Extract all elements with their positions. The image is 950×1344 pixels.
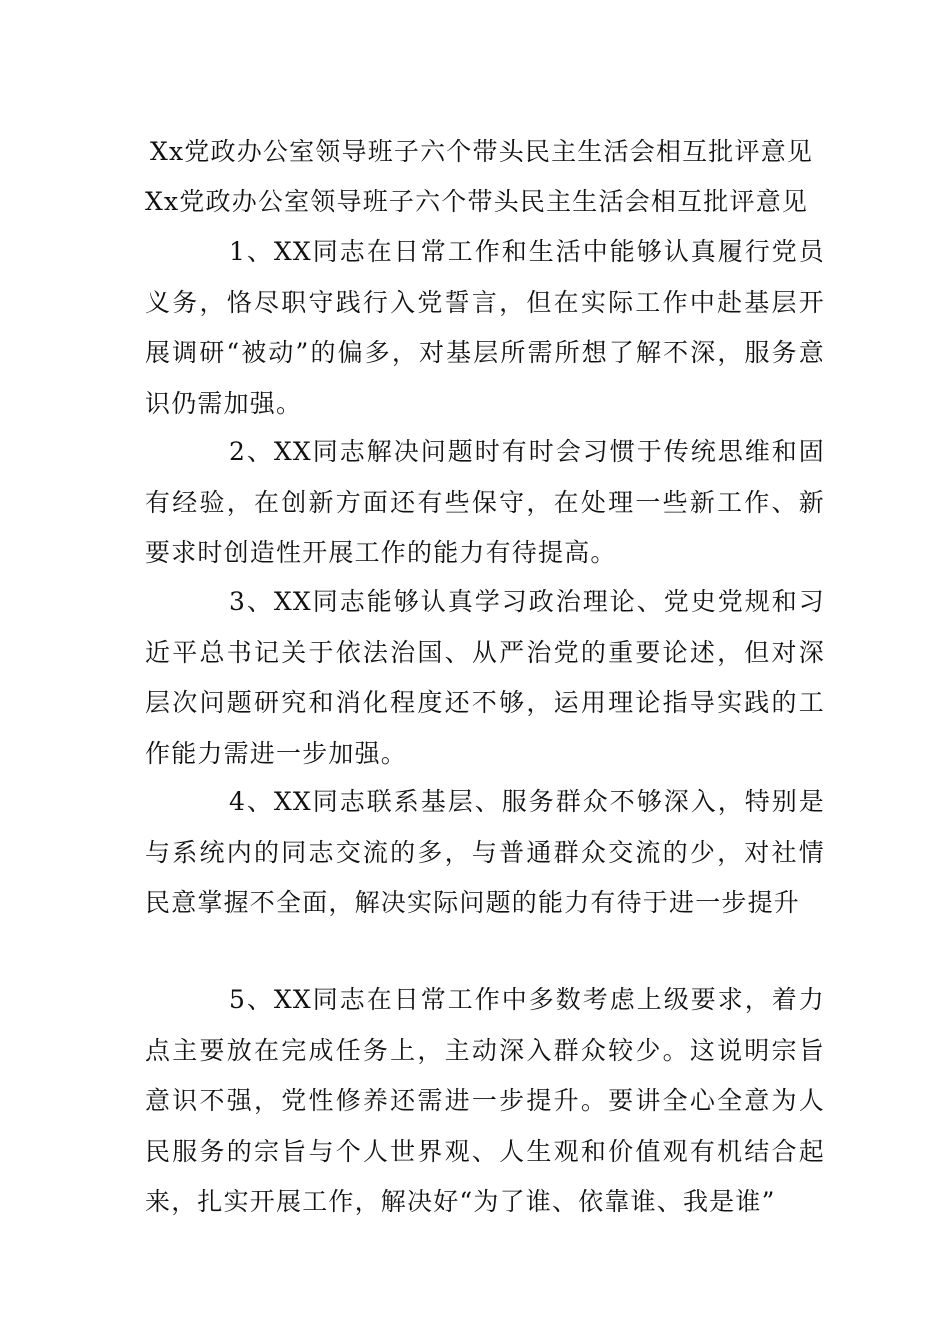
- paragraph-3: 3、XX同志能够认真学习政治理论、党史党规和习近平总书记关于依法治国、从严治党的重要论述，但对深层次问题研究和消化程度还不够，运用理论指导实践的工作能力需进一步加强。: [145, 587, 825, 768]
- paragraph-1: 1、XX同志在日常工作和生活中能够认真履行党员义务，恪尽职守践行入党誓言，但在实际工作中赴基层开展调研“被动”的偏多，对基层所需所想了解不深，服务意识仍需加强。: [145, 237, 825, 418]
- paragraph-4: 4、XX同志联系基层、服务群众不够深入，特别是与系统内的同志交流的多，与普通群众交流的少，对社情民意掌握不全面，解决实际问题的能力有待于进一步提升: [145, 787, 825, 917]
- document-title: Xx党政办公室领导班子六个带头民主生活会相互批评意见: [150, 137, 814, 166]
- paragraph-5: 5、XX同志在日常工作中多数考虑上级要求，着力点主要放在完成任务上，主动深入群众较少。这说明宗旨意识不强，党性修养还需进一步提升。要讲全心全意为人民服务的宗旨与个人世界观、人生观和价值观有机结合起来，扎实开展工作，解决好“为了谁、依靠谁、我是谁”: [145, 985, 825, 1216]
- paragraph-2: 2、XX同志解决问题时有时会习惯于传统思维和固有经验，在创新方面还有些保守，在处理一些新工作、新要求时创造性开展工作的能力有待提高。: [145, 437, 825, 567]
- document-title-repeat: Xx党政办公室领导班子六个带头民主生活会相互批评意见: [145, 187, 809, 216]
